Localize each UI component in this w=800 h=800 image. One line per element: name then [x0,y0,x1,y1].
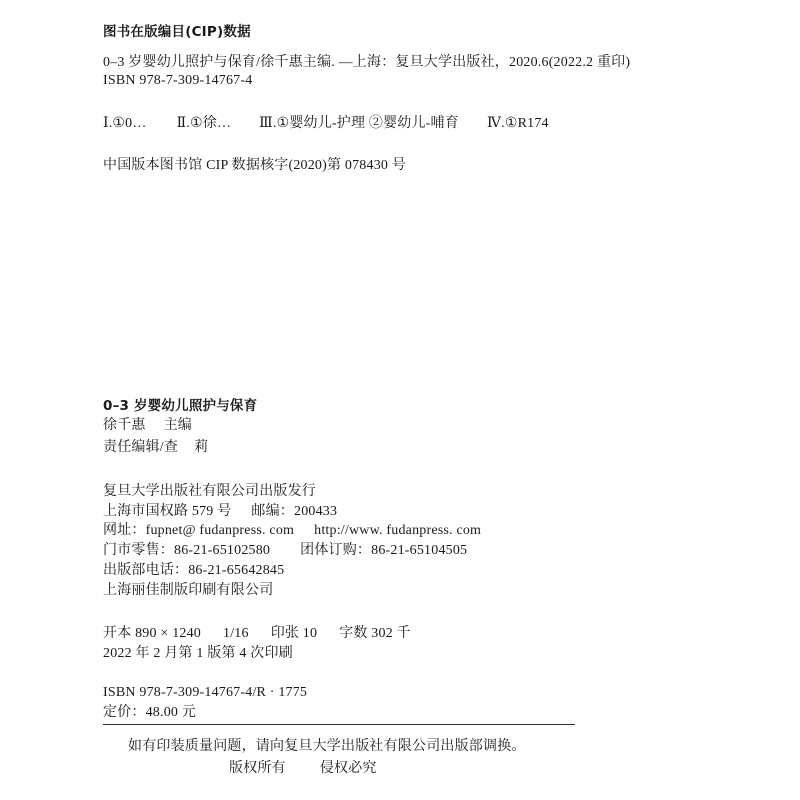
isbn-full: ISBN 978-7-309-14767-4/R · 1775 [103,685,308,700]
email: 网址：fupnet@ fudanpress. com [103,523,295,538]
printer: 上海丽佳制版印刷有限公司 [103,583,274,598]
address-line [103,503,337,521]
rights-reserved: 版权所有 [229,761,286,776]
phone-line [103,542,467,560]
publisher: 复旦大学出版社有限公司出版发行 [103,484,316,499]
responsible-editor-line [103,439,208,457]
retail-phone: 门市零售：86-21-65102580 [103,543,271,558]
responsible-editor-name: 莉 [194,440,209,455]
editor-name: 徐千惠 [103,418,146,433]
fold: 1/16 [223,626,249,641]
responsible-editor-label: 责任编辑/查 [103,440,179,455]
divider-rule [103,724,575,725]
publishing-dept-phone: 出版部电话：86-21-65642845 [103,563,285,578]
postcode: 邮编：200433 [251,504,338,519]
sheets: 印张 10 [270,626,318,641]
cip-heading: 图书在版编目(CIP)数据 [103,24,251,40]
editor-line [103,417,192,435]
specs-line [103,625,411,643]
editor-role: 主编 [163,418,193,433]
piracy-warning: 侵权必究 [319,761,377,776]
quality-notice: 如有印装质量问题，请向复旦大学出版社有限公司出版部调换。 [128,739,526,754]
class-iii: Ⅲ.①婴幼儿-护理 ②婴幼儿-哺育 [259,116,459,131]
rights-line [229,760,377,778]
group-phone: 团体订购：86-21-65104505 [300,543,468,558]
cip-verification: 中国版本图书馆 CIP 数据核字(2020)第 078430 号 [103,158,406,173]
cip-classification [103,115,549,133]
class-ii: Ⅱ.①徐… [176,116,232,131]
address: 上海市国权路 579 号 [103,504,232,519]
format: 开本 890 × 1240 [103,626,201,641]
website: http://www. fudanpress. com [314,523,482,538]
book-title: 0–3 岁婴幼儿照护与保育 [103,398,258,414]
class-i: Ⅰ.①0… [103,116,147,131]
word-count: 字数 302 千 [339,626,411,641]
class-iv: Ⅳ.①R174 [486,116,549,131]
edition: 2022 年 2 月第 1 版第 4 次印刷 [103,646,293,661]
price: 定价：48.00 元 [103,705,196,720]
cip-title-line: 0–3 岁婴幼儿照护与保育/徐千惠主编. —上海：复旦大学出版社，2020.6(2022.2 重印) [103,55,631,70]
cip-isbn: ISBN 978-7-309-14767-4 [103,73,253,88]
web-line [103,522,481,540]
